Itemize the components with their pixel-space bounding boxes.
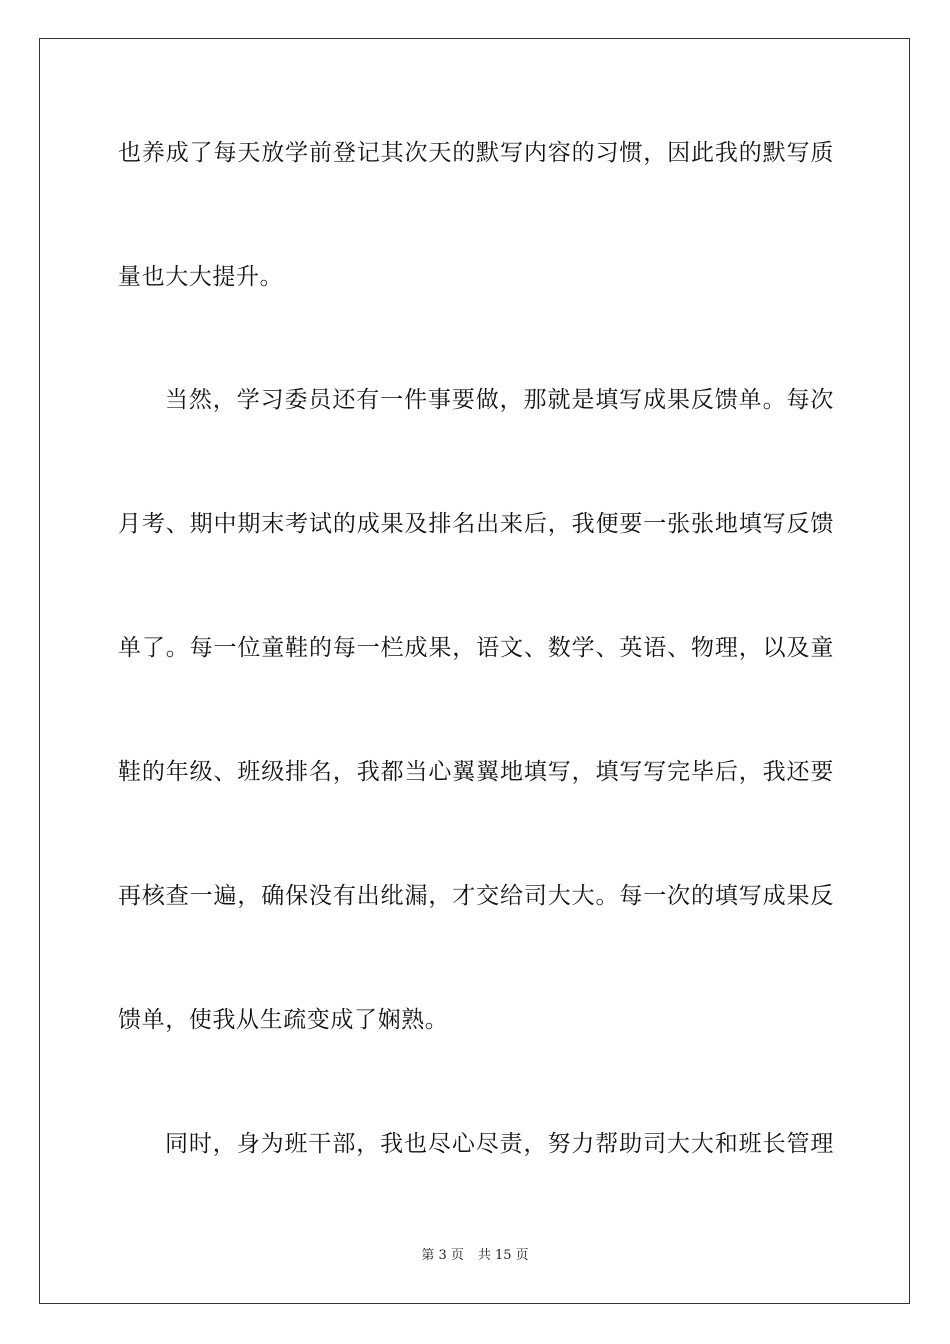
text-line: 月考、期中期末考试的成果及排名出来后，我便要一张张地填写反馈 xyxy=(118,511,834,537)
text-line: 鞋的年级、班级排名，我都当心翼翼地填写，填写写完毕后，我还要 xyxy=(118,759,834,785)
page-footer xyxy=(0,1247,950,1265)
text-line: 再核查一遍，确保没有出纰漏，才交给司大大。每一次的填写成果反 xyxy=(118,883,834,909)
paragraph-first-line: 当然，学习委员还有一件事要做，那就是填写成果反馈单。每次 xyxy=(165,387,834,413)
page-border xyxy=(39,38,910,1304)
paragraph-first-line: 同时，身为班干部，我也尽心尽责，努力帮助司大大和班长管理 xyxy=(165,1131,834,1157)
page-total: 共 15 页 xyxy=(477,1248,529,1263)
text-line: 也养成了每天放学前登记其次天的默写内容的习惯，因此我的默写质 xyxy=(118,140,834,166)
text-line: 单了。每一位童鞋的每一栏成果，语文、数学、英语、物理，以及童 xyxy=(118,635,834,661)
text-line: 量也大大提升。 xyxy=(118,264,284,290)
text-line: 馈单，使我从生疏变成了娴熟。 xyxy=(118,1007,449,1033)
page-number: 第 3 页 xyxy=(421,1248,464,1263)
